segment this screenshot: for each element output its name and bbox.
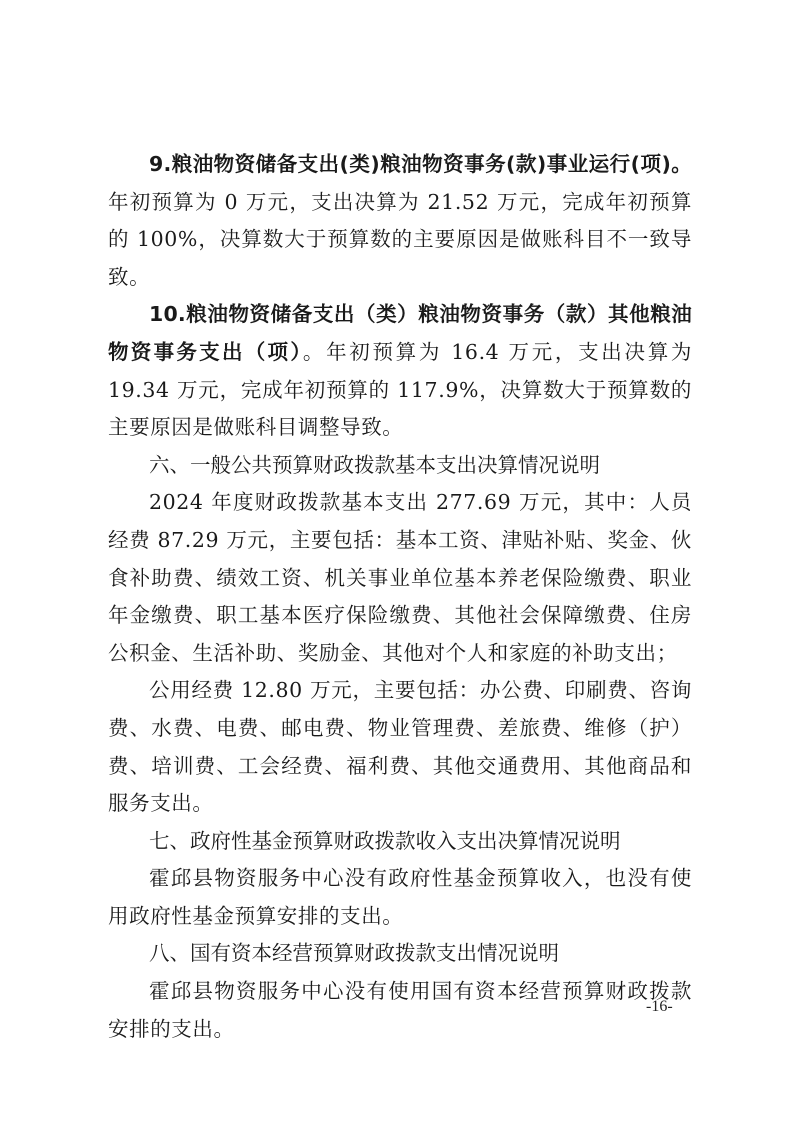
item-10-title: 10.粮油物资储备支出（类）粮油物资事务（款）其他粮油物资事务支出（项） (108, 302, 692, 364)
section-6-public-paragraph: 公用经费 12.80 万元，主要包括：办公费、印刷费、咨询费、水费、电费、邮电费、物业管理费、差旅费、维修（护）费、培训费、工会经费、福利费、其他交通费用、其他商品和服务支出。 (108, 678, 692, 816)
paragraph-item-10 (108, 296, 692, 446)
item-9-title: 9.粮油物资储备支出(类)粮油物资事务(款)事业运行(项)。 (149, 152, 692, 176)
section-8-heading: 八、国有资本经营预算财政拨款支出情况说明 (149, 941, 559, 966)
item-9-body: 年初预算为 0 万元，支出决算为 21.52 万元，完成年初预算的 100%，决算数大于预算数的主要原因是做账科目不一致导致。 (108, 189, 692, 289)
document-page (108, 146, 692, 1048)
page-number: -16- (646, 998, 673, 1015)
section-6-heading: 六、一般公共预算财政拨款基本支出决算情况说明 (149, 452, 600, 477)
section-7-paragraph: 霍邱县物资服务中心没有政府性基金预算收入，也没有使用政府性基金预算安排的支出。 (108, 866, 692, 928)
section-6-personnel-paragraph: 2024 年度财政拨款基本支出 277.69 万元，其中：人员经费 87.29 万元，主要包括：基本工资、津贴补贴、奖金、伙食补助费、绩效工资、机关事业单位基本养老保险缴费、职业年金缴费、职工基本医疗保险缴费、其他社会保障缴费、住房公积金、生活补助、奖励金、其他对个人和家庭的补助支出； (108, 490, 692, 665)
section-7-heading: 七、政府性基金预算财政拨款收入支出决算情况说明 (149, 828, 621, 853)
section-8-paragraph: 霍邱县物资服务中心没有使用国有资本经营预算财政拨款安排的支出。 (108, 979, 692, 1041)
paragraph-item-9 (108, 146, 692, 296)
item-10-body: 。年初预算为 16.4 万元，支出决算为 19.34 万元，完成年初预算的 117.9%，决算数大于预算数的主要原因是做账科目调整导致。 (108, 339, 692, 440)
